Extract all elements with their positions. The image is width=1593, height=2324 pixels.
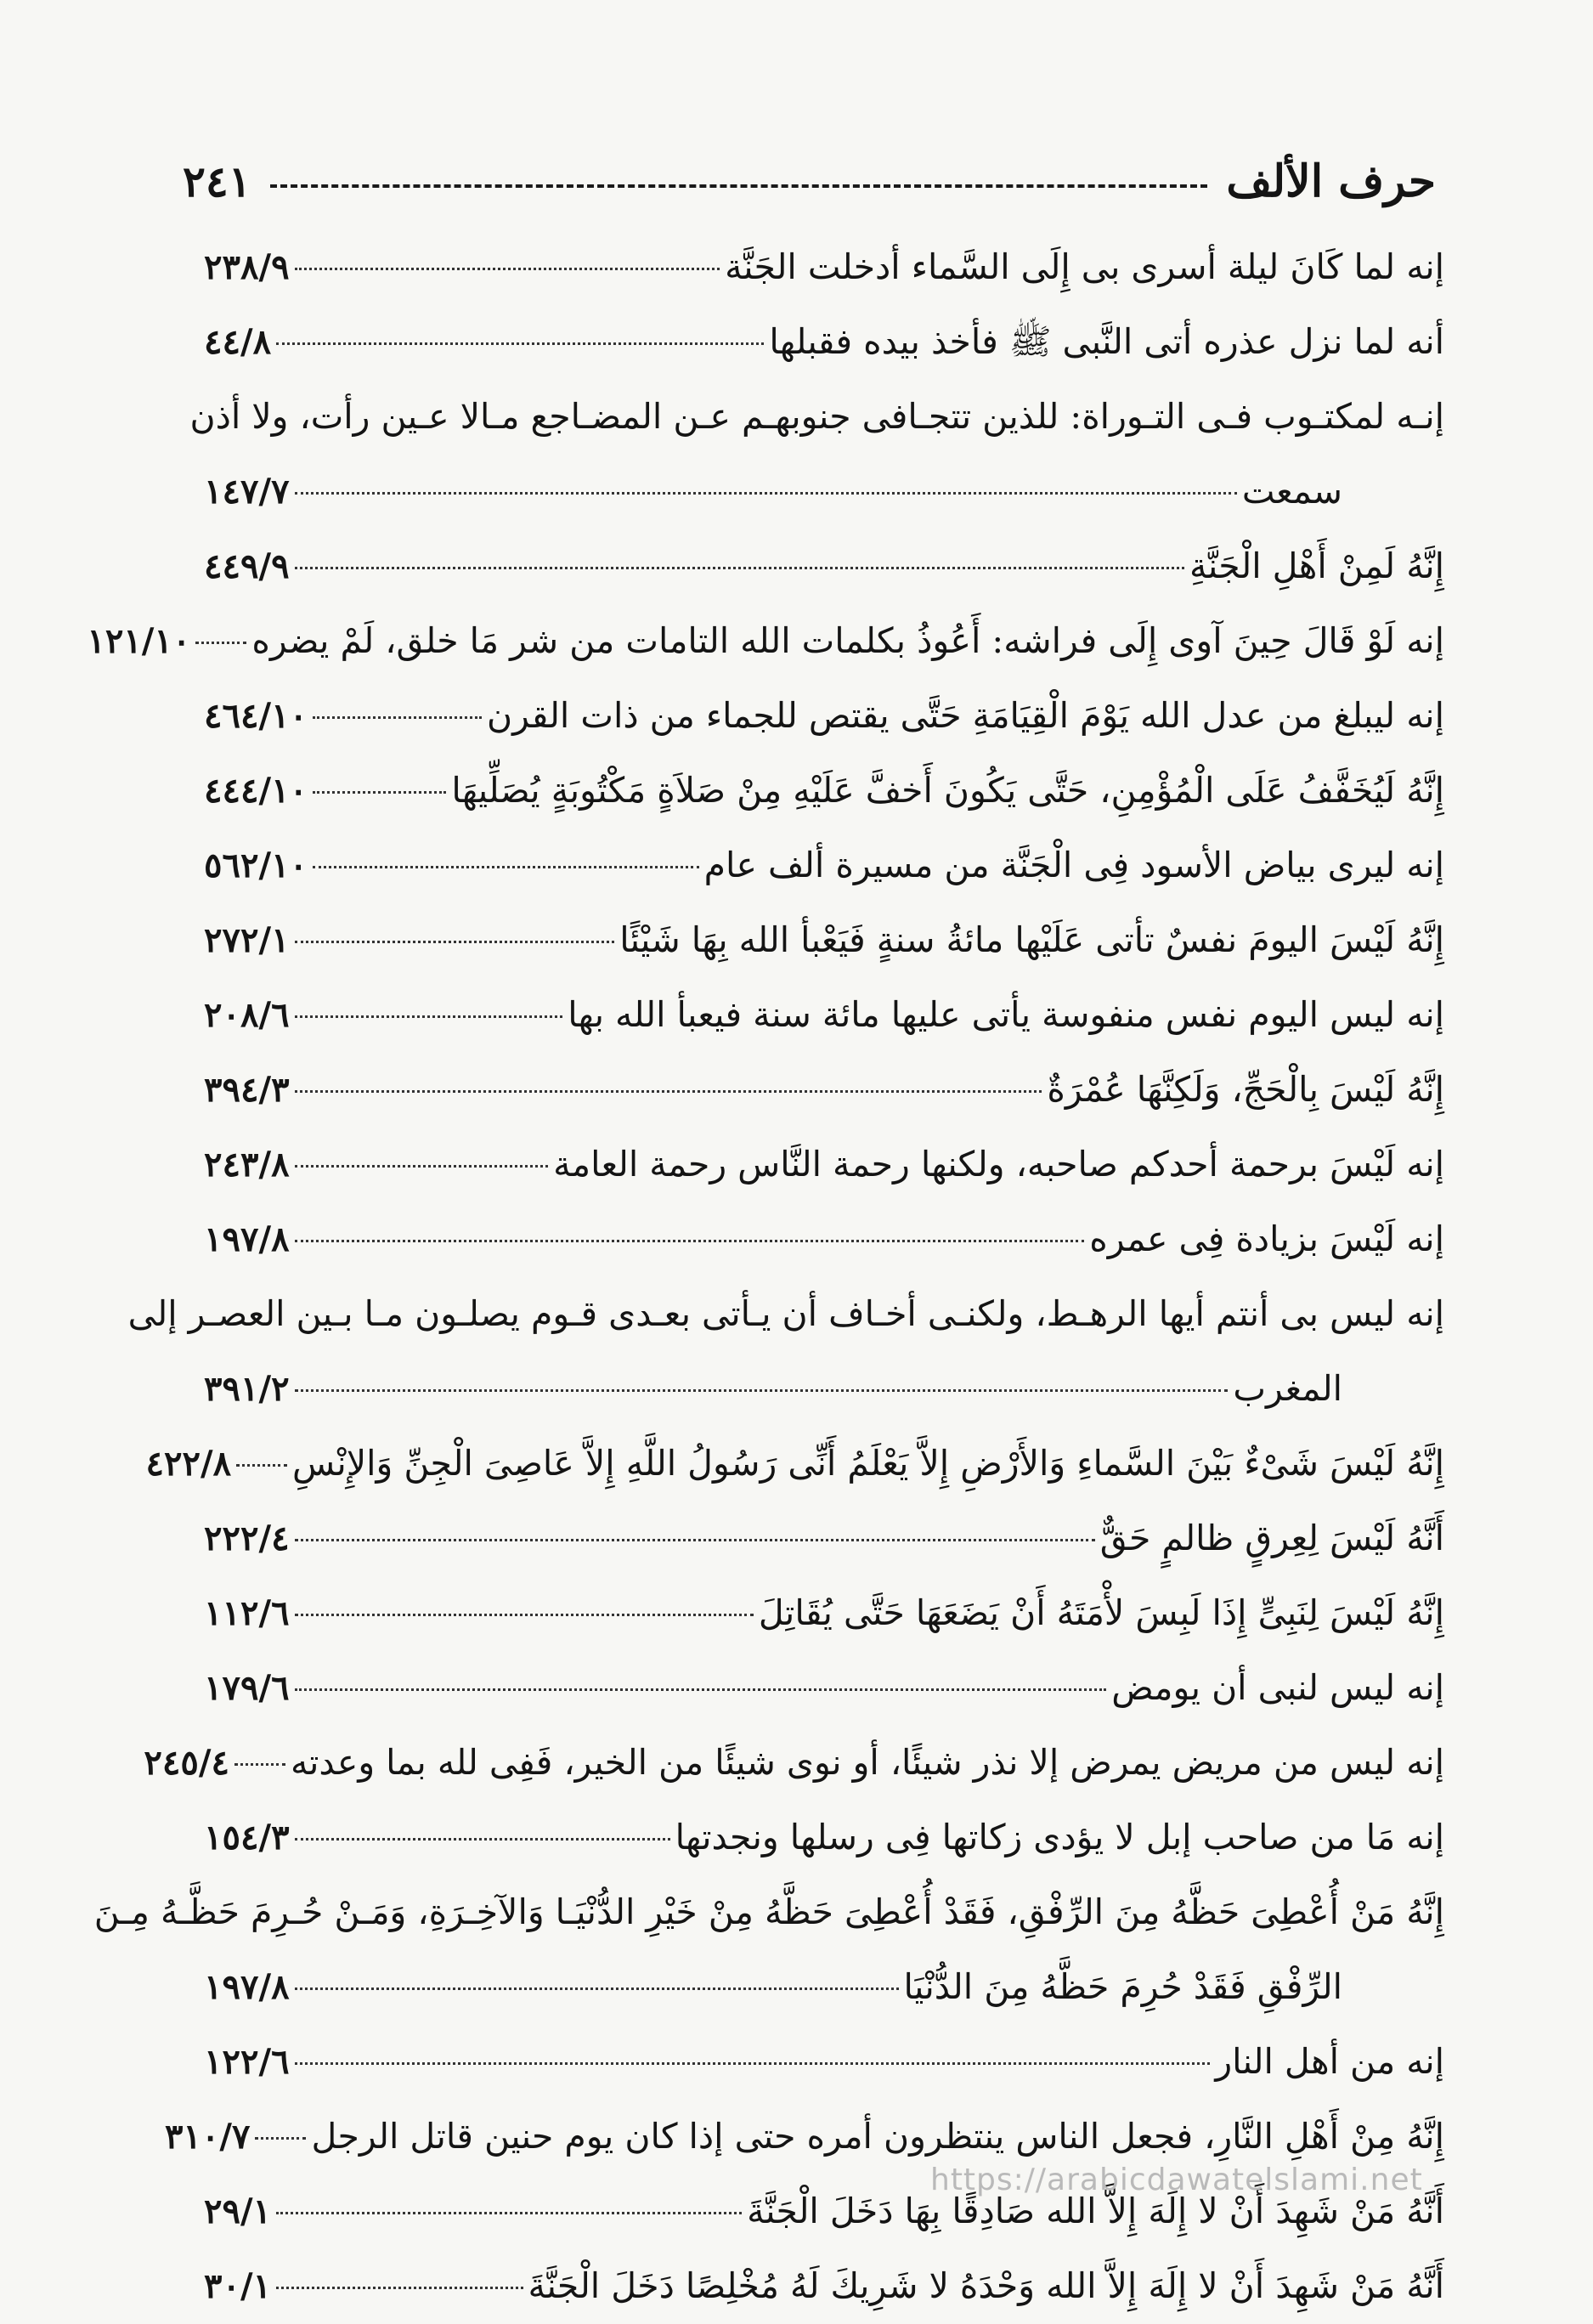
leader-dots (295, 941, 615, 943)
entry-text: أَنَّهُ مَنْ شَهِدَ أَنْ لا إِلَهَ إِلاَّ الله صَادِقًا بِهَا دَخَلَ الْجَنَّةَ (747, 2191, 1444, 2231)
entry-reference: ٣٩١/٢ (204, 1369, 290, 1409)
index-entry (204, 1650, 1444, 1725)
index-entry (204, 828, 1444, 902)
entry-reference: ٢٩/١ (204, 2191, 272, 2231)
entry-row (204, 1800, 1444, 1874)
entry-text: إنه ليس لنبى أن يومض (1111, 1667, 1444, 1708)
entry-row (204, 1351, 1444, 1426)
index-entry (204, 1800, 1444, 1874)
index-entry (145, 1426, 1444, 1501)
index-entry (204, 1052, 1444, 1127)
entry-text: إنه لما كَانَ ليلة أسرى بى إِلَى السَّماء أدخلت الجَنَّة (725, 246, 1444, 287)
index-entry (87, 603, 1444, 678)
chapter-title: حرف الألف (1226, 155, 1436, 207)
entry-row (204, 902, 1444, 977)
entry-text: إِنَّهُ لَيْسَ لِنَبِىٍّ إِذَا لَبِسَ لأْمَتَهُ أَنْ يَضَعَهَا حَتَّى يُقَاتِلَ (758, 1592, 1444, 1633)
leader-dots (295, 1539, 1095, 1541)
entry-reference: ٢٤٥/٤ (144, 1743, 229, 1783)
entry-reference: ١٩٧/٨ (204, 1219, 290, 1259)
entry-text: إِنَّهُ لَيْسَ شَىْءٌ بَيْنَ السَّماءِ وَالأَرْضِ إِلاَّ يَعْلَمُ أَنِّى رَسُولُ اللَّهِ إِلاَّ عَاصِىَ الْجِنِّ وَالإِنْسِ (292, 1443, 1444, 1484)
index-entry (204, 678, 1444, 753)
entry-text: إِنَّهُ مِنْ أَهْلِ النَّارِ، فجعل الناس ينتظرون أمره حتى إذا كان يوم حنين قاتل الرجل (311, 2116, 1444, 2157)
entry-reference: ٣٠/١ (204, 2266, 272, 2306)
entry-text: إِنَّهُ لَيْسَ بِالْحَجِّ، وَلَكِنَّهَا عُمْرَةٌ (1047, 1069, 1444, 1110)
entry-row (87, 603, 1444, 678)
index-entry (204, 753, 1444, 828)
entry-row (145, 1426, 1444, 1501)
entry-reference: ٤٢٢/٨ (145, 1444, 232, 1484)
entry-reference: ١٤٧/٧ (204, 472, 290, 512)
leader-dots (295, 1240, 1085, 1242)
entry-row (204, 977, 1444, 1052)
entry-reference: ٣٩٤/٣ (204, 1070, 290, 1110)
entry-text: إنه لَيْسَ برحمة أحدكم صاحبه، ولكنها رحمة النَّاس رحمة العامة (553, 1144, 1444, 1185)
leader-dots (295, 1389, 1229, 1392)
leader-dots (276, 2212, 742, 2214)
leader-dots (295, 1614, 754, 1616)
leader-dots (234, 1763, 285, 1766)
leader-dots (276, 342, 764, 345)
entry-reference: ١٧٩/٦ (204, 1668, 290, 1708)
leader-dots (313, 716, 482, 719)
entry-reference: ٤٤٩/٩ (204, 546, 290, 586)
entry-row (204, 1501, 1444, 1575)
entry-row (204, 1575, 1444, 1650)
leader-dots (295, 1988, 899, 1990)
index-entry (127, 1276, 1444, 1426)
leader-dots (295, 268, 720, 270)
entry-text-first-line: إنه ليس بى أنتم أيها الرهـط، ولكنـى أخـاف أن يـأتى بعـدى قـوم يصلـون مـا بـين العصـر إلى (127, 1293, 1444, 1334)
entry-row (204, 1127, 1444, 1202)
leader-dots (295, 1838, 670, 1841)
entry-row (204, 2248, 1444, 2323)
entry-reference: ١٢٢/٦ (204, 2042, 290, 2082)
entry-text: أَنَّهُ لَيْسَ لِعِرقٍ ظالمٍ حَقٌّ (1099, 1518, 1444, 1558)
entry-row (204, 1650, 1444, 1725)
entry-text: إنه ليرى بياض الأسود فِى الْجَنَّة من مسيرة ألف عام (703, 845, 1444, 885)
entry-reference: ١٩٧/٨ (204, 1967, 290, 2007)
index-entry (204, 304, 1444, 379)
entry-reference: ٥٦٢/١٠ (204, 845, 308, 885)
index-entry (93, 1874, 1444, 2024)
entry-text: إِنَّهُ لَمِنْ أَهْلِ الْجَنَّةِ (1189, 546, 1444, 586)
entry-row (204, 1052, 1444, 1127)
leader-dots (195, 642, 246, 644)
entry-row (204, 229, 1444, 304)
leader-dots (313, 866, 699, 868)
index-entry (204, 977, 1444, 1052)
leader-dots (295, 1165, 549, 1168)
leader-dots (255, 2137, 306, 2140)
entry-reference: ٣١٠/٧ (164, 2117, 251, 2157)
entry-reference: ١٢١/١٠ (87, 621, 191, 661)
entry-text: إنه ليس اليوم نفس منفوسة يأتى عليها مائة سنة فيعبأ الله بها (568, 994, 1444, 1035)
entry-reference: ٢٣٨/٩ (204, 247, 290, 287)
index-entry (204, 529, 1444, 603)
header-rule (270, 184, 1208, 188)
entry-reference: ٢٧٢/١ (204, 920, 290, 960)
entry-row (204, 1949, 1444, 2024)
entry-reference: ٢٠٨/٦ (204, 995, 290, 1035)
entry-row (204, 678, 1444, 753)
entry-reference: ٤٦٤/١٠ (204, 696, 308, 736)
leader-dots (295, 1090, 1042, 1093)
entry-row (144, 1725, 1444, 1800)
leader-dots (236, 1464, 287, 1467)
entry-text: أَنَّهُ مَنْ شَهِدَ أَنْ لا إِلَهَ إِلاَّ الله وَحْدَهُ لا شَرِيكَ لَهُ مُخْلِصًا دَخَلَ الْجَنَّةَ (528, 2265, 1444, 2306)
index-entry (204, 1501, 1444, 1575)
leader-dots (313, 791, 446, 794)
index-entry (204, 229, 1444, 304)
index-entry (204, 902, 1444, 977)
entry-text-first-line: إنـه لمكتـوب فـى التـوراة: للذين تتجـافى جنوبهـم عـن المضـاجع مـالا عـين رأت، ولا أذن (189, 396, 1444, 437)
leader-dots (295, 1015, 563, 1018)
index-entry (204, 1202, 1444, 1276)
entry-text: إنه ليبلغ من عدل الله يَوْمَ الْقِيَامَةِ حَتَّى يقتص للجماء من ذات القرن (486, 695, 1444, 736)
entry-row (204, 529, 1444, 603)
index-entry (204, 1575, 1444, 1650)
entry-row (204, 2024, 1444, 2099)
leader-dots (295, 2062, 1211, 2065)
entry-text: إِنَّهُ لَيْسَ اليومَ نفسٌ تأتى عَلَيْها مائةُ سنةٍ فَيَعْبأ الله بِهَا شَيْئًا (619, 919, 1444, 960)
entry-reference: ٢٤٣/٨ (204, 1145, 290, 1185)
index-entry (204, 1127, 1444, 1202)
entry-reference: ١٥٤/٣ (204, 1818, 290, 1858)
entry-text: إِنَّهُ لَيُخَفَّفُ عَلَى الْمُؤْمِنِ، حَتَّى يَكُونَ أَخفَّ عَلَيْهِ مِنْ صَلاَةٍ مَكْتُوبَةٍ يُصَلِّيهَا (451, 770, 1444, 811)
entry-reference: ١١٢/٦ (204, 1593, 290, 1633)
index-entry (204, 2024, 1444, 2099)
index-entry (189, 379, 1444, 529)
entry-row (204, 454, 1444, 529)
entry-row (204, 828, 1444, 902)
entry-text: الرِّفْقِ فَقَدْ حُرِمَ حَظَّهُ مِنَ الدُّنْيَا (903, 1966, 1342, 2007)
hadith-index-list (87, 229, 1444, 2323)
entry-text-first-line: إِنَّهُ مَنْ أُعْطِىَ حَظَّهُ مِنَ الرِّفْقِ، فَقَدْ أُعْطِىَ حَظَّهُ مِنْ خَيْرِ الدُّنْيَـا وَالآخِـرَةِ، وَمَـنْ حُـرِمَ حَظَّـهُ مِـنَ (93, 1891, 1444, 1932)
entry-text: إنه ليس من مريض يمرض إلا نذر شيئًا، أو نوى شيئًا من الخير، فَفِى لله بما وعدته (290, 1742, 1444, 1783)
entry-row (204, 1202, 1444, 1276)
index-entry (204, 2248, 1444, 2323)
page-number: ٢٤١ (183, 155, 251, 206)
leader-dots (295, 492, 1237, 495)
entry-reference: ٤٤/٨ (204, 322, 272, 362)
entry-text: إنه لَوْ قَالَ حِينَ آوى إِلَى فراشه: أَعُوذُ بكلمات الله التامات من شر مَا خلق، لَمْ يضره (251, 620, 1444, 661)
entry-text: إنه لَيْسَ بزيادة فِى عمره (1089, 1219, 1444, 1259)
watermark: https://arabicdawatelslami.net (930, 2163, 1423, 2197)
entry-row (204, 753, 1444, 828)
entry-reference: ٤٤٤/١٠ (204, 771, 308, 811)
entry-text: أنه لما نزل عذره أتى النَّبى ﷺ فأخذ بيده فقبلها (769, 321, 1444, 362)
index-entry (144, 1725, 1444, 1800)
leader-dots (295, 567, 1184, 569)
page-header (183, 143, 1436, 219)
entry-row (204, 304, 1444, 379)
leader-dots (295, 1688, 1107, 1691)
entry-text: المغرب (1233, 1368, 1342, 1409)
leader-dots (276, 2287, 523, 2289)
entry-reference: ٢٢٢/٤ (204, 1518, 290, 1558)
entry-text: سمعت (1241, 471, 1342, 512)
entry-text: إنه من أهل النار (1215, 2041, 1444, 2082)
entry-text: إنه مَا من صاحب إبل لا يؤدى زكاتها فِى رسلها ونجدتها (675, 1817, 1444, 1858)
